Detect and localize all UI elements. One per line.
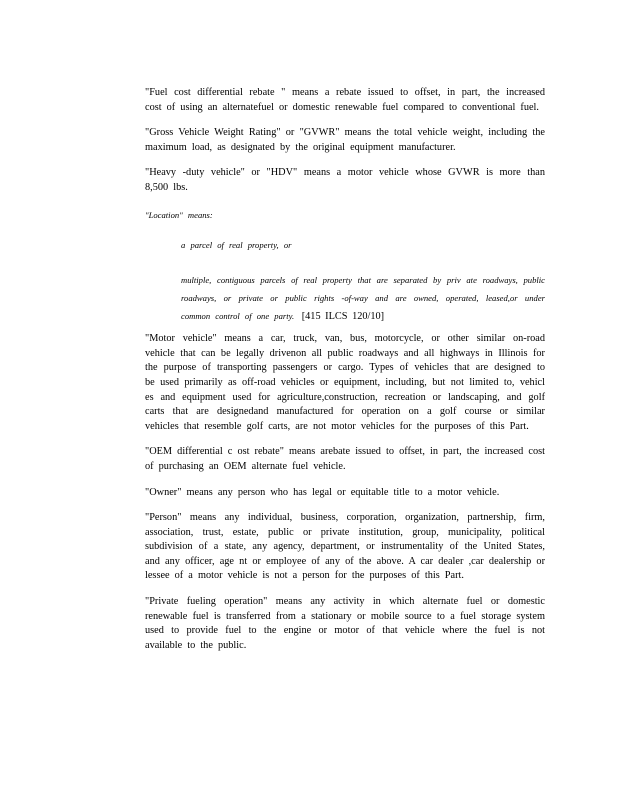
definition-person: "Person" means any individual, business, corporation, organization, partnership, firm, association, trust, estate, public or private institution, group, municipality, political subdivision of a state, any agency, department, or instrumentality of the United States, and any officer, age nt or employee of any of the above. A car dealer ,car dealership or lessee of a motor vehicle is not a person for the purposes of this Part. <box>145 512 545 582</box>
definition-location-heading: "Location" means: <box>145 209 213 220</box>
definition-private-fueling: "Private fueling operation" means any activity in which alternate fuel or domestic renewable fuel is transferred from a stationary or mobile source to a fuel storage system used to provide fuel to the engine or motor of that vehicle where the fuel is not available to the public. <box>145 596 545 651</box>
definition-owner: "Owner" means any person who has legal or equitable title to a motor vehicle. <box>145 486 500 498</box>
definitions-section <box>145 86 545 664</box>
definition-location-item-a: a parcel of real property, or <box>181 239 292 250</box>
location-citation: [415 ILCS 120/10] <box>301 310 385 322</box>
location-item-b-text: multiple, contiguous parcels of real property that are separated by priv ate roadways, public roadways, or private or public rights -of-way and are owned, operated, leased,or under common control of one party. <box>181 274 545 321</box>
definition-motor-vehicle: "Motor vehicle" means a car, truck, van, bus, motorcycle, or other similar on-road vehicle that can be legally drivenon all public roadways and all highways in Illinois for the purpose of transporting passengers or cargo. Types of vehicles that are designed to be used primarily as off-road vehicles or equipment, including, but not limited to, vehicl es and equipment used for agriculture,construction, recreation or landscaping, and golf carts that are designedand manufactured for operation on a golf course or similar vehicles that resemble golf carts, are not motor vehicles for the purposes of this Part. <box>145 333 545 432</box>
definition-location-item-b <box>181 270 545 325</box>
definition-oem-rebate: "OEM differential c ost rebate" means arebate issued to offset, in part, the increased cost of purchasing an OEM alternate fuel vehicle. <box>145 446 545 472</box>
definition-hdv: "Heavy -duty vehicle" or "HDV" means a motor vehicle whose GVWR is more than 8,500 lbs. <box>145 167 545 193</box>
definition-fuel-cost-rebate: "Fuel cost differential rebate " means a rebate issued to offset, in part, the increased cost of using an alternatefuel or domestic renewable fuel compared to conventional fuel. <box>145 87 545 113</box>
definition-gvwr: "Gross Vehicle Weight Rating" or "GVWR" means the total vehicle weight, including the maximum load, as designated by the original equipment manufacturer. <box>145 127 545 153</box>
